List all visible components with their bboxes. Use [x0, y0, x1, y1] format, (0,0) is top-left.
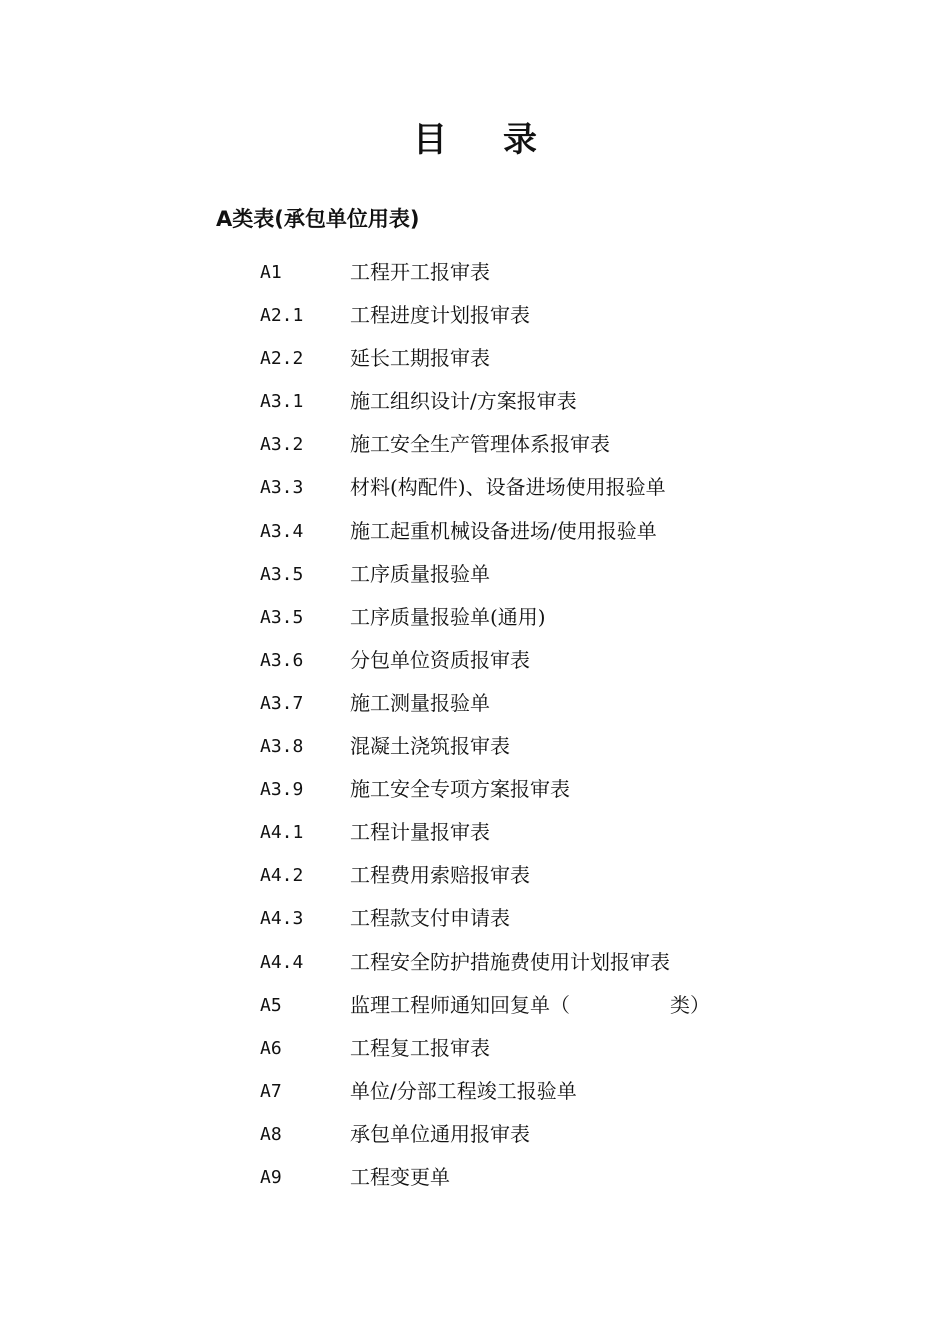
toc-row[interactable] [260, 639, 820, 682]
toc-code: A3.7 [260, 692, 304, 714]
toc-title: 工程款支付申请表 [350, 906, 510, 931]
toc-code: A4.2 [260, 865, 304, 887]
toc-title: 分包单位资质报审表 [350, 647, 530, 672]
toc-title: 施工组织设计/方案报审表 [350, 389, 577, 414]
toc-code: A7 [260, 1080, 282, 1102]
toc-code: A4.1 [260, 822, 304, 844]
toc-title: 工程费用索赔报审表 [350, 863, 530, 888]
toc-title-main: 监理工程师通知回复单（ [350, 992, 570, 1017]
toc-code: A1 [260, 262, 282, 283]
toc-row[interactable] [260, 725, 820, 768]
toc-code: A4.3 [260, 908, 304, 930]
toc-title [350, 984, 820, 1027]
toc-code: A3.4 [260, 520, 304, 542]
toc-code: A3.5 [260, 606, 304, 628]
toc-code: A9 [260, 1166, 282, 1188]
toc-row[interactable] [260, 553, 820, 596]
toc-row[interactable] [260, 466, 820, 509]
toc-title: 施工安全生产管理体系报审表 [350, 432, 610, 457]
toc-row[interactable] [260, 897, 820, 940]
toc-row[interactable] [260, 1156, 820, 1199]
section-heading: A类表(承包单位用表) [216, 207, 420, 231]
toc-row[interactable] [260, 854, 820, 897]
toc-row[interactable] [260, 682, 820, 725]
toc-title: 延长工期报审表 [350, 346, 490, 371]
toc-row[interactable] [260, 1113, 820, 1156]
toc-code: A3.1 [260, 391, 304, 413]
toc-title: 承包单位通用报审表 [350, 1121, 530, 1146]
toc-title: 工程开工报审表 [350, 260, 490, 284]
toc-row[interactable] [260, 510, 820, 553]
toc-title: 工程变更单 [350, 1164, 450, 1189]
toc-row[interactable] [260, 941, 820, 984]
toc-code: A2.2 [260, 348, 304, 370]
toc-row[interactable] [260, 768, 820, 811]
toc-code: A4.4 [260, 951, 304, 973]
toc-code: A3.6 [260, 649, 304, 671]
toc-row[interactable] [260, 251, 820, 294]
toc-code: A3.3 [260, 477, 304, 499]
toc-code: A3.2 [260, 434, 304, 456]
toc-row[interactable] [260, 1027, 820, 1070]
toc-title: 材料(构配件)、设备进场使用报验单 [350, 475, 666, 500]
toc-title: 工程复工报审表 [350, 1035, 490, 1060]
toc-code: A3.5 [260, 563, 304, 585]
toc-title: 单位/分部工程竣工报验单 [350, 1078, 577, 1103]
toc-title: 施工测量报验单 [350, 690, 490, 715]
toc-code: A2.1 [260, 305, 304, 327]
toc-row[interactable] [260, 294, 820, 337]
toc-title: 混凝土浇筑报审表 [350, 734, 510, 759]
toc-title: 施工安全专项方案报审表 [350, 777, 570, 802]
toc-code: A5 [260, 994, 282, 1016]
toc-row[interactable] [260, 984, 820, 1027]
toc-row[interactable] [260, 380, 820, 423]
page-title [0, 112, 950, 161]
toc-title: 工程进度计划报审表 [350, 303, 530, 328]
toc-row[interactable] [260, 337, 820, 380]
toc-title: 工序质量报验单 [350, 561, 490, 586]
toc-list [260, 251, 820, 1199]
toc-row[interactable] [260, 811, 820, 854]
toc-title: 施工起重机械设备进场/使用报验单 [350, 518, 657, 543]
page-title-char-1: 目 [413, 120, 447, 160]
page-title-char-2: 录 [503, 120, 537, 160]
toc-title-suffix: 类） [670, 992, 710, 1017]
toc-row[interactable] [260, 423, 820, 466]
toc-row[interactable] [260, 1070, 820, 1113]
toc-code: A6 [260, 1037, 282, 1059]
toc-title: 工程计量报审表 [350, 820, 490, 845]
toc-title: 工序质量报验单(通用) [350, 604, 546, 629]
toc-row[interactable] [260, 596, 820, 639]
toc-code: A3.8 [260, 736, 304, 758]
toc-title: 工程安全防护措施费使用计划报审表 [350, 949, 670, 974]
toc-code: A3.9 [260, 779, 304, 801]
toc-code: A8 [260, 1123, 282, 1145]
